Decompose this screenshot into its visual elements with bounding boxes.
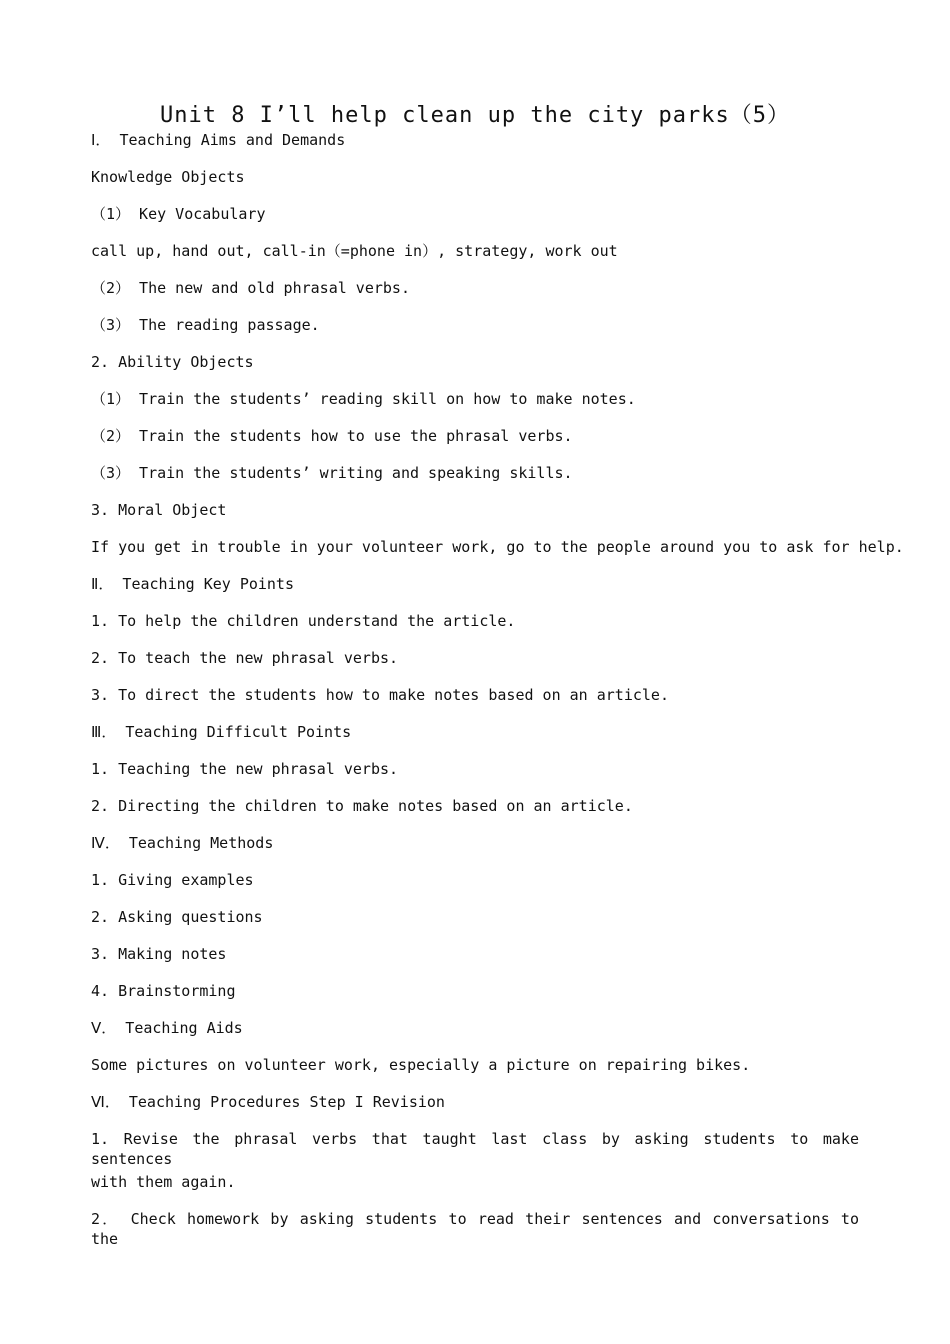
section-heading-key-points: Ⅱ． Teaching Key Points [91, 575, 294, 593]
text-line: 1. Teaching the new phrasal verbs. [91, 760, 399, 778]
text-line: （3） The reading passage. [91, 316, 320, 334]
text-line: 3. To direct the students how to make notes based on an article. [91, 686, 669, 704]
text-line: （3） Train the students’ writing and speaking skills. [91, 464, 573, 482]
document-title: Unit 8 I’ll help clean up the city parks（5） [159, 103, 791, 128]
section-heading-aids: Ⅴ． Teaching Aids [91, 1019, 243, 1037]
text-line: 1. Revise the phrasal verbs that taught last class by asking students to make sentences [91, 1130, 859, 1168]
text-line: 2. To teach the new phrasal verbs. [91, 649, 399, 667]
subheading-knowledge-objects: Knowledge Objects [91, 168, 245, 186]
text-line: If you get in trouble in your volunteer work, go to the people around you to ask for help. [91, 538, 904, 556]
text-line: 2. Directing the children to make notes based on an article. [91, 797, 633, 815]
section-heading-difficult-points: Ⅲ． Teaching Difficult Points [91, 723, 352, 741]
text-line: call up, hand out, call-in（=phone in）, strategy, work out [91, 242, 618, 260]
text-line: Some pictures on volunteer work, especially a picture on repairing bikes. [91, 1056, 751, 1074]
text-line: 2． Check homework by asking students to read their sentences and conversations to the [91, 1210, 859, 1248]
subheading-moral-object: 3. Moral Object [91, 501, 227, 519]
section-heading-methods: Ⅳ． Teaching Methods [91, 834, 274, 852]
section-heading-aims: Ⅰ． Teaching Aims and Demands [91, 131, 346, 149]
text-line: 1. Giving examples [91, 871, 254, 889]
text-line: （1） Key Vocabulary [91, 205, 266, 223]
section-heading-procedures: Ⅵ． Teaching Procedures Step I Revision [91, 1093, 445, 1111]
subheading-ability-objects: 2. Ability Objects [91, 353, 254, 371]
text-line: 1. To help the children understand the article. [91, 612, 516, 630]
text-line: 4. Brainstorming [91, 982, 236, 1000]
text-line: （2） The new and old phrasal verbs. [91, 279, 410, 297]
text-line: 3. Making notes [91, 945, 227, 963]
text-line: （1） Train the students’ reading skill on how to make notes. [91, 390, 636, 408]
text-line: 2. Asking questions [91, 908, 263, 926]
text-line: with them again. [91, 1173, 236, 1191]
text-line: （2） Train the students how to use the phrasal verbs. [91, 427, 573, 445]
